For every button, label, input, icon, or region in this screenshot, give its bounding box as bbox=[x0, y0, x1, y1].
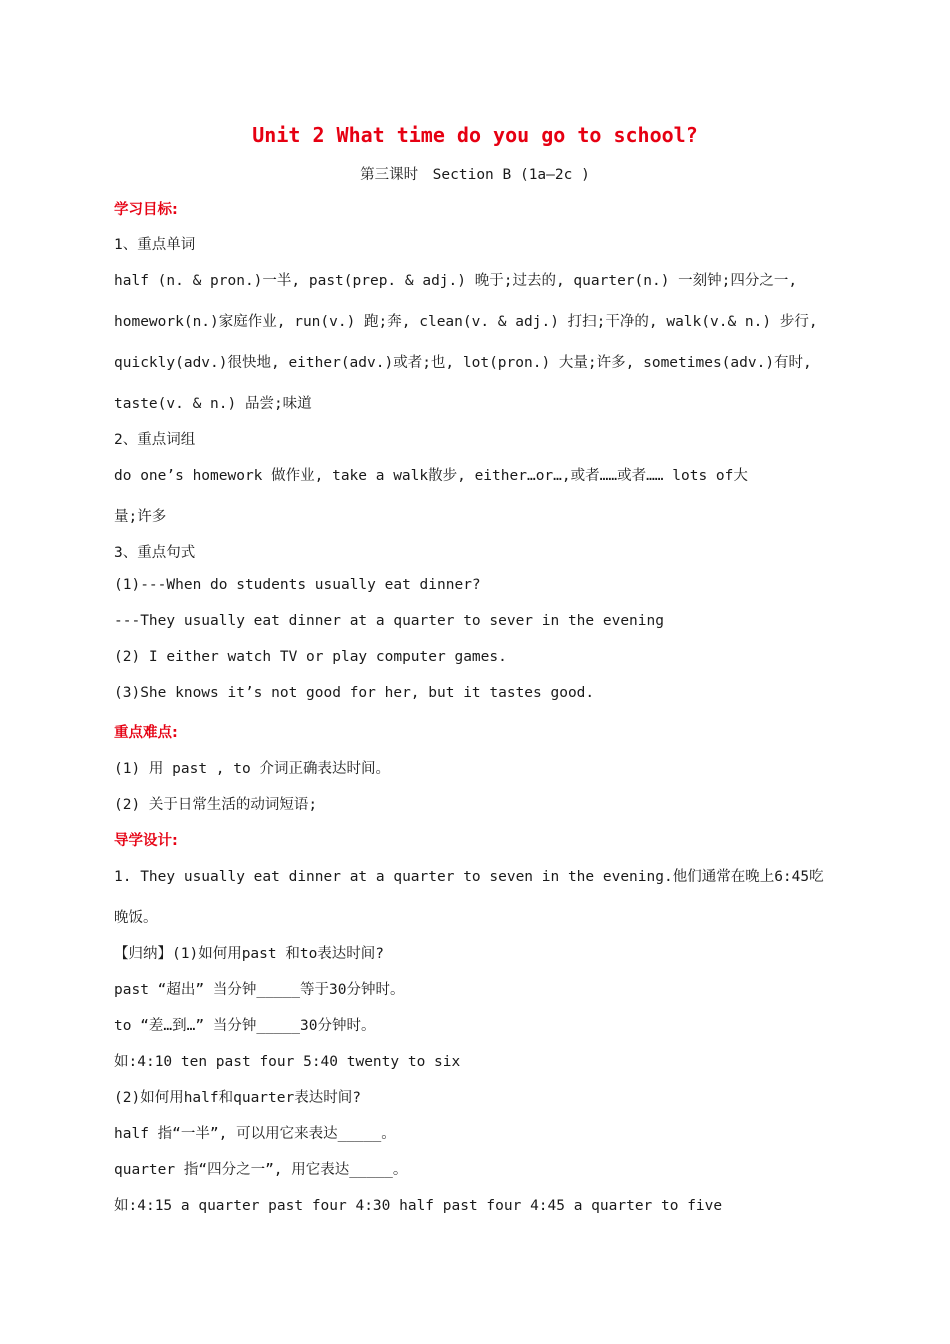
goals-heading: 学习目标: bbox=[114, 202, 178, 218]
guide-line-1: 1. They usually eat dinner at a quarter to seven in the evening.他们通常在晚上6:45吃 bbox=[114, 869, 824, 885]
past-rule-line: past “超出” 当分钟_____等于30分钟时。 bbox=[114, 982, 405, 998]
guide-heading: 导学设计: bbox=[114, 833, 178, 849]
example-line-1: 如:4:10 ten past four 5:40 twenty to six bbox=[114, 1054, 461, 1070]
sentence-1: (1)---When do students usually eat dinner? bbox=[114, 577, 481, 593]
quarter-rule-line: quarter 指“四分之一”, 用它表达_____。 bbox=[114, 1162, 408, 1178]
sentence-3: (3)She knows it’s not good for her, but it tastes good. bbox=[114, 685, 595, 701]
sentence-2: (2) I either watch TV or play computer games. bbox=[114, 649, 507, 665]
phrases-line-1: do one’s homework 做作业, take a walk散步, either…or…,或者……或者…… lots of大 bbox=[114, 468, 748, 484]
words-line-4: taste(v. & n.) 品尝;味道 bbox=[114, 396, 312, 412]
key-points-heading: 重点难点: bbox=[114, 725, 178, 741]
phrases-heading: 2、重点词组 bbox=[114, 432, 196, 448]
phrases-line-2: 量;许多 bbox=[114, 509, 167, 525]
example-line-2: 如:4:15 a quarter past four 4:30 half past four 4:45 a quarter to five bbox=[114, 1198, 723, 1214]
key-point-1: (1) 用 past , to 介词正确表达时间。 bbox=[114, 761, 390, 777]
half-rule-line: half 指“一半”, 可以用它来表达_____。 bbox=[114, 1126, 396, 1142]
words-heading: 1、重点单词 bbox=[114, 237, 196, 253]
words-line-2: homework(n.)家庭作业, run(v.) 跑;奔, clean(v. & adj.) 打扫;干净的, walk(v.& n.) 步行, bbox=[114, 314, 818, 330]
to-rule-line: to “差…到…” 当分钟_____30分钟时。 bbox=[114, 1018, 376, 1034]
words-line-3: quickly(adv.)很快地, either(adv.)或者;也, lot(pron.) 大量;许多, sometimes(adv.)有时, bbox=[114, 355, 812, 371]
guide-line-2: 晚饭。 bbox=[114, 910, 158, 926]
summary-line: 【归纳】(1)如何用past 和to表达时间? bbox=[114, 946, 385, 962]
sentences-heading: 3、重点句式 bbox=[114, 545, 196, 561]
sentence-1-answer: ---They usually eat dinner at a quarter to sever in the evening bbox=[114, 613, 664, 629]
words-line-1: half (n. & pron.)一半, past(prep. & adj.) 晚于;过去的, quarter(n.) 一刻钟;四分之一, bbox=[114, 273, 798, 289]
key-point-2: (2) 关于日常生活的动词短语; bbox=[114, 797, 318, 813]
question-2-line: (2)如何用half和quarter表达时间? bbox=[114, 1090, 361, 1106]
document-title: Unit 2 What time do you go to school? bbox=[252, 123, 698, 147]
document-subtitle: 第三课时 Section B (1a—2c ) bbox=[360, 167, 590, 183]
